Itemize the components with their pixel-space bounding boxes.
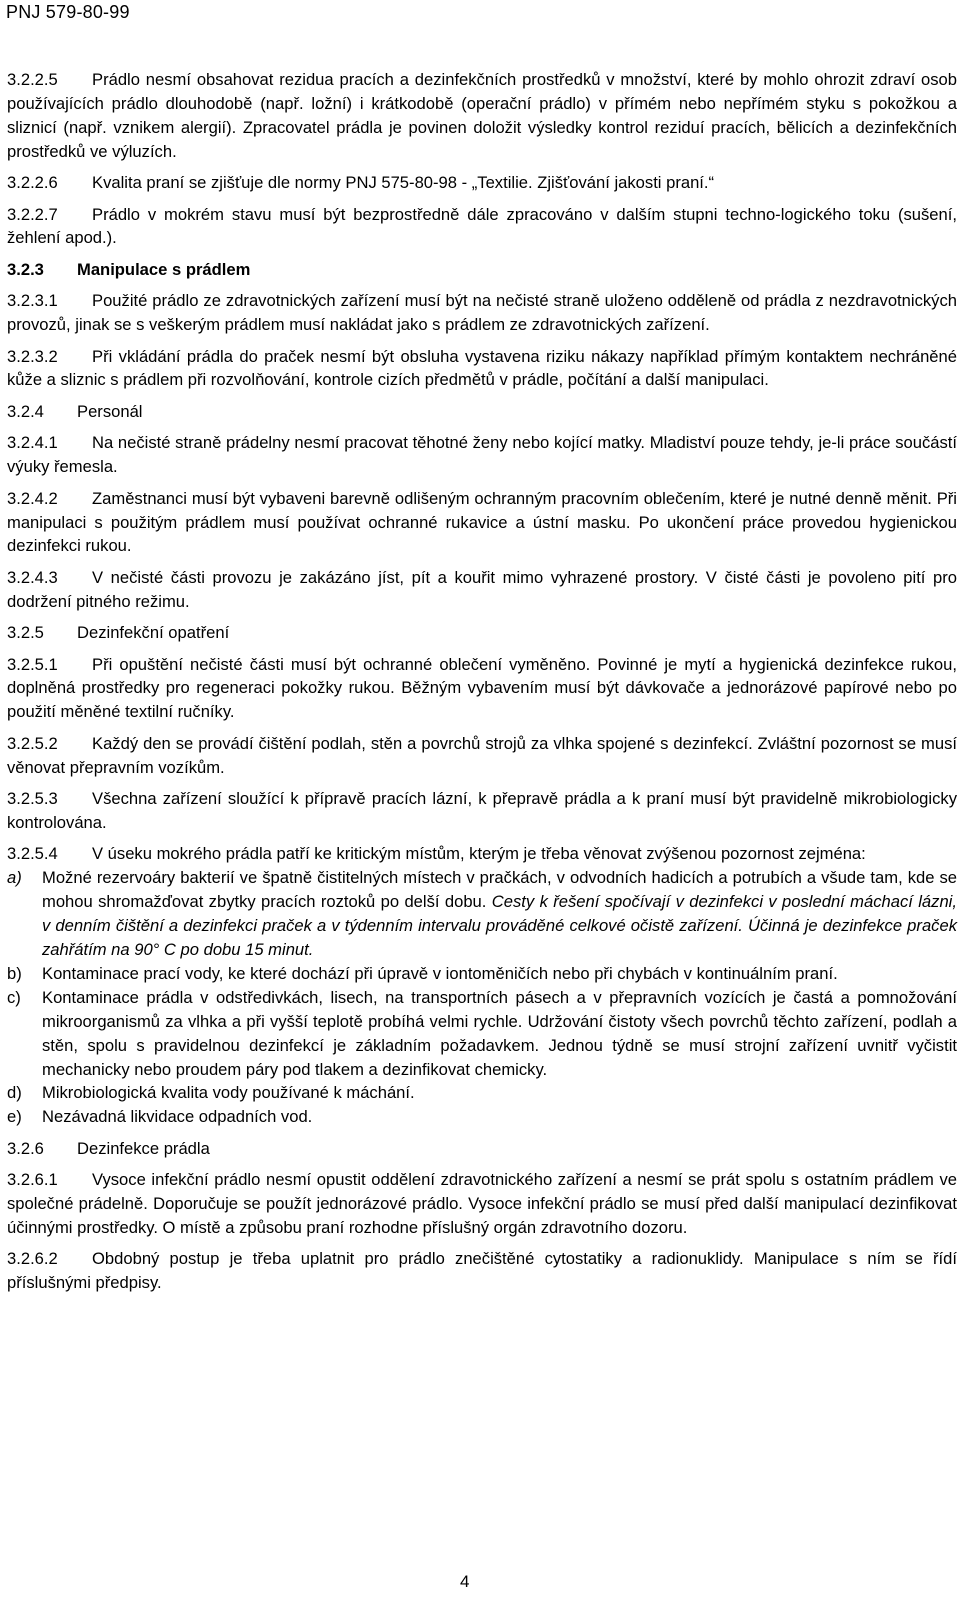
clause-text: Prádlo v mokrém stavu musí být bezprostředně dále zpracováno v dalším stupni techno-logického toku (sušení, žehlení apod.). (7, 204, 957, 248)
clause-3-2-5-1 (7, 653, 957, 725)
list-label: e) (7, 1107, 22, 1127)
clause-text: Vysoce infekční prádlo nesmí opustit oddělení zdravotnického zařízení a nesmí se prát spolu s ostatním prádlem ve společné prádelně. Doporučuje se použít jednorázové prádlo. Vysoce infekční prádlo se musí před další manipulací dezinfikovat účinnými prostředky. O místě a způsobu praní rozhodne příslušný orgán zdravotního dozoru. (7, 1170, 957, 1237)
clause-number: 3.2.4.1 (7, 433, 58, 453)
section-number: 3.2.4 (7, 401, 44, 421)
clause-3-2-4-3 (7, 566, 957, 614)
list-italic-note: Cesty k řešení spočívají v dezinfekci v poslední máchací lázni, v denním čištění a dezinfekci praček a v týdenním intervalu prováděné celkové očistě zařízení. Účinná je dezinfekce praček zahřátím na 90° C po dobu 15 minut. (42, 892, 957, 959)
section-heading-3-2-4 (7, 400, 957, 424)
clause-3-2-4-1 (7, 431, 957, 479)
clause-3-2-2-6 (7, 171, 957, 195)
section-number: 3.2.5 (7, 623, 44, 643)
list-text: Kontaminace prací vody, ke které dochází při úpravě v iontoměničích nebo při chybách v kontinuálním praní. (42, 963, 838, 983)
section-number: 3.2.6 (7, 1138, 44, 1158)
section-heading-3-2-5 (7, 621, 957, 645)
clause-3-2-5-2 (7, 732, 957, 780)
clause-text: Kvalita praní se zjišťuje dle normy PNJ 575-80-98 - „Textilie. Zjišťování jakosti praní.“ (92, 173, 715, 193)
list-label: b) (7, 963, 22, 983)
section-number: 3.2.3 (7, 259, 44, 279)
clause-number: 3.2.4.2 (7, 488, 58, 508)
list-label: c) (7, 987, 21, 1007)
clause-text: Obdobný postup je třeba uplatnit pro prádlo znečištěné cytostatiky a radionuklidy. Manipulace s ním se řídí příslušnými předpisy. (7, 1249, 957, 1293)
list-text: Mikrobiologická kvalita vody používané k máchání. (42, 1083, 415, 1103)
list-item-e (7, 1105, 957, 1129)
list-item-b (7, 962, 957, 986)
clause-3-2-5-4 (7, 842, 957, 866)
clause-number: 3.2.6.2 (7, 1249, 58, 1269)
clause-text: Při vkládání prádla do praček nesmí být obsluha vystavena riziku nákazy například přímým kontaktem nechráněné kůže a sliznic s prádlem při rozvolňování, kontrole cizích předmětů v prádle, počítání a další manipulaci. (7, 346, 957, 390)
clause-number: 3.2.3.2 (7, 346, 58, 366)
clause-number: 3.2.6.1 (7, 1170, 58, 1190)
clause-3-2-3-1 (7, 289, 957, 337)
section-heading-3-2-6 (7, 1137, 957, 1161)
clause-text: Použité prádlo ze zdravotnických zařízení musí být na nečisté straně uloženo odděleně od prádla z nezdravotnických provozů, jinak se s veškerým prádlem musí nakládat jako s prádlem ze zdravotnických zařízení. (7, 291, 957, 335)
document-body (7, 68, 957, 1303)
clause-number: 3.2.2.6 (7, 173, 58, 193)
clause-text: Každý den se provádí čištění podlah, stěn a povrchů strojů za vlhka spojené s dezinfekcí. Zvláštní pozornost se musí věnovat přepravním vozíkům. (7, 733, 957, 777)
clause-3-2-4-2 (7, 487, 957, 559)
clause-number: 3.2.2.5 (7, 70, 58, 89)
list-text: Kontaminace prádla v odstředivkách, lisech, na transportních pásech a v přepravních vozících je častá a pomnožování mikroorganismů za vlhka a při vyšší teplotě probíhá velmi rychle. Udržování čistoty všech povrchů těchto zařízení, podlah a stěn, spolu s pravidelnou dezinfekcí je základním požadavkem. Jednou týdně se musí strojní zařízení uvnitř vyčistit mechanicky nebo proudem páry pod tlakem a dezinfikovat chemicky. (42, 987, 957, 1079)
list-label: a) (7, 868, 22, 888)
clause-text: Všechna zařízení sloužící k přípravě pracích lázní, k přepravě prádla a k praní musí být pravidelně mikrobiologicky kontrolována. (7, 789, 957, 832)
clause-text: Zaměstnanci musí být vybaveni barevně odlišeným ochranným pracovním oblečením, které je nutné denně měnit. Při manipulaci s použitým prádlem musí používat ochranné rukavice a ústní masku. Po ukončení práce provedou hygienickou dezinfekci rukou. (7, 488, 957, 556)
document-code: PNJ 579-80-99 (6, 2, 130, 22)
list-item-c (7, 986, 957, 1082)
list-text: Možné rezervoáry bakterií ve špatně čistitelných místech v pračkách, v odvodních hadicích a potrubích a všude tam, kde se mohou shromažďovat zbytky pracích roztoků po delší dobu. (42, 868, 957, 912)
section-title: Dezinfekční opatření (77, 623, 230, 643)
clause-text: Při opuštění nečisté části musí být ochranné oblečení vyměněno. Povinné je mytí a hygienická dezinfekce rukou, doplněná prostředky pro regeneraci pokožky rukou. Běžným vybavením musí být dávkovače a jednorázové papírové nebo po použití měněné textilní ručníky. (7, 654, 957, 722)
list-item-d (7, 1081, 957, 1105)
clause-text: V nečisté části provozu je zakázáno jíst, pít a kouřit mimo vyhrazené prostory. V čisté části je povoleno pití pro dodržení pitného režimu. (7, 567, 957, 611)
clause-number: 3.2.3.1 (7, 291, 58, 311)
clause-number: 3.2.2.7 (7, 204, 58, 224)
clause-text: V úseku mokrého prádla patří ke kritickým místům, kterým je třeba věnovat zvýšenou pozornost zejména: (92, 844, 866, 864)
clause-number: 3.2.5.2 (7, 733, 58, 753)
clause-number: 3.2.4.3 (7, 567, 58, 587)
clause-text: Na nečisté straně prádelny nesmí pracovat těhotné ženy nebo kojící matky. Mladiství pouze tehdy, je-li práce součástí výuky řemesla. (7, 433, 957, 477)
list-text: Nezávadná likvidace odpadních vod. (42, 1107, 313, 1127)
list-item-a (7, 866, 957, 962)
clause-3-2-5-3 (7, 787, 957, 835)
section-title: Dezinfekce prádla (77, 1138, 210, 1158)
clause-number: 3.2.5.3 (7, 789, 58, 809)
clause-3-2-2-7 (7, 203, 957, 251)
page-number: 4 (460, 1572, 470, 1591)
clause-3-2-3-2 (7, 345, 957, 393)
clause-3-2-6-2 (7, 1247, 957, 1295)
list-label: d) (7, 1083, 22, 1103)
clause-number: 3.2.5.1 (7, 654, 58, 674)
clause-3-2-2-5 (7, 68, 957, 164)
clause-text: Prádlo nesmí obsahovat rezidua pracích a dezinfekčních prostředků v množství, které by mohlo ohrozit zdraví osob používajících prádlo dlouhodobě (např. ložní) i krátkodobě (operační prádlo) v přímém nebo nepřímém styku s pokožkou a sliznicí (např. vznikem alergií). Zpracovatel prádla je povinen doložit výsledky kontrol reziduí pracích, bělicích a dezinfekčních prostředků ve výluzích. (7, 70, 957, 161)
section-heading-3-2-3 (7, 258, 957, 282)
section-title: Personál (77, 401, 143, 421)
clause-3-2-6-1 (7, 1168, 957, 1240)
clause-number: 3.2.5.4 (7, 844, 58, 864)
section-title: Manipulace s prádlem (77, 259, 251, 279)
